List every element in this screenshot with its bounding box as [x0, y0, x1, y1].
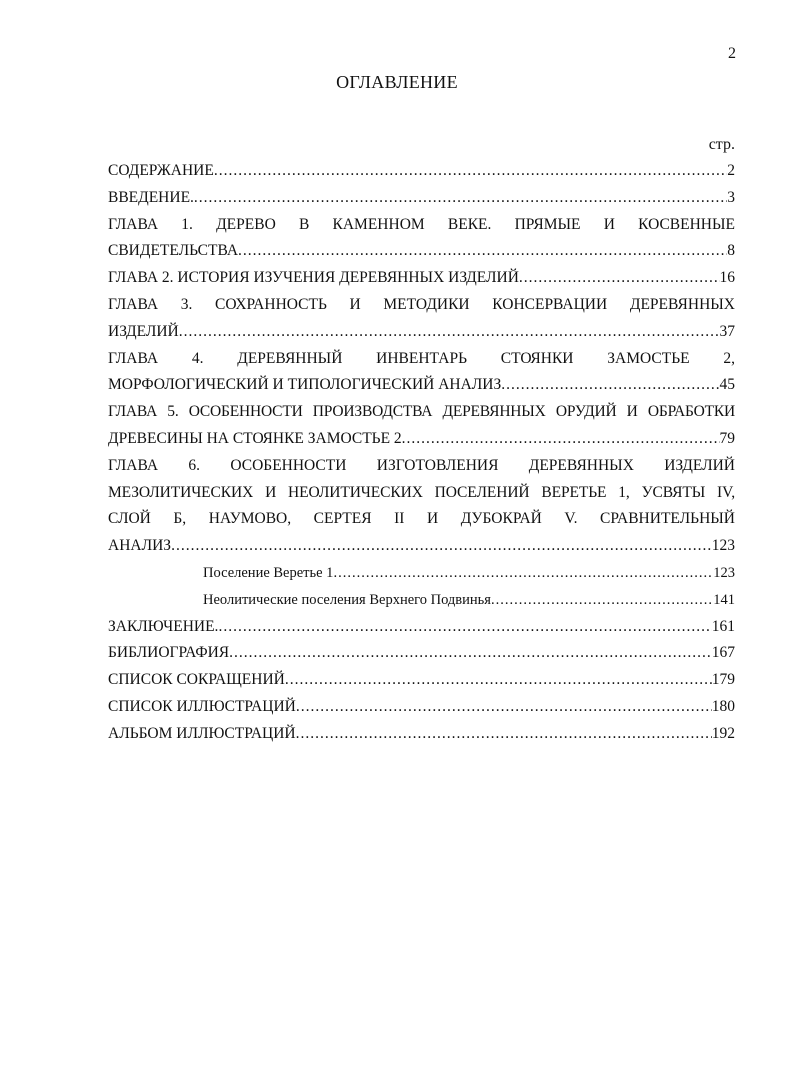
toc-entry-title-line: ГЛАВА 1. ДЕРЕВО В КАМЕННОМ ВЕКЕ. ПРЯМЫЕ И КОСВЕННЫЕ: [108, 215, 735, 233]
page-title: ОГЛАВЛЕНИЕ: [336, 72, 458, 92]
toc-entry-title: ГЛАВА 2. ИСТОРИЯ ИЗУЧЕНИЯ ДЕРЕВЯННЫХ ИЗДЕЛИЙ: [108, 269, 519, 287]
toc-entry-title-line: ГЛАВА 3. СОХРАННОСТЬ И МЕТОДИКИ КОНСЕРВАЦИИ ДЕРЕВЯННЫХ: [108, 295, 735, 313]
toc-entry-title-line: ГЛАВА 4. ДЕРЕВЯННЫЙ ИНВЕНТАРЬ СТОЯНКИ ЗАМОСТЬЕ 2,: [108, 349, 735, 367]
toc-entry-title-line: ГЛАВА 5. ОСОБЕННОСТИ ПРОИЗВОДСТВА ДЕРЕВЯННЫХ ОРУДИЙ И ОБРАБОТКИ: [108, 403, 735, 421]
toc-entry-page: 123: [713, 564, 735, 581]
toc-entry-page: 179: [711, 671, 735, 689]
toc-entry-page: 141: [713, 591, 735, 608]
toc-entry-title: ЗАКЛЮЧЕНИЕ.: [108, 617, 219, 635]
toc-entry-page: 180: [711, 697, 735, 715]
toc-entry: [108, 721, 735, 748]
toc-entry: [108, 212, 735, 266]
toc-entry-title: СВИДЕТЕЛЬСТВА: [108, 242, 239, 260]
toc-entry-page: 161: [711, 617, 735, 635]
toc-entry: [108, 158, 735, 185]
toc-entry-page: 45: [719, 376, 735, 394]
toc-entry-title: БИБЛИОГРАФИЯ: [108, 644, 230, 662]
toc-entry-title: МОРФОЛОГИЧЕСКИЙ И ТИПОЛОГИЧЕСКИЙ АНАЛИЗ: [108, 376, 502, 394]
toc-entry-title: СПИСОК СОКРАЩЕНИЙ: [108, 671, 285, 689]
toc-entry: [108, 346, 735, 400]
toc-entry-page: 16: [719, 269, 735, 287]
toc-entry-title: ИЗДЕЛИЙ: [108, 322, 179, 340]
toc-entry-title: АЛЬБОМ ИЛЛЮСТРАЦИЙ: [108, 724, 296, 742]
toc-entry-page: 79: [719, 429, 735, 447]
toc-entry-title: СПИСОК ИЛЛЮСТРАЦИЙ: [108, 697, 296, 715]
toc-entry-title: СОДЕРЖАНИЕ: [108, 162, 214, 179]
toc-entry: [108, 640, 735, 667]
toc-entry-title-line: ГЛАВА 6. ОСОБЕННОСТИ ИЗГОТОВЛЕНИЯ ДЕРЕВЯННЫХ ИЗДЕЛИЙ: [108, 456, 735, 474]
table-of-contents: [108, 132, 735, 748]
toc-entry-title: Неолитические поселения Верхнего Подвинья: [203, 591, 491, 608]
toc-entry-page: 37: [719, 322, 735, 340]
toc-entry-title: АНАЛИЗ: [108, 537, 172, 555]
toc-entry-page: 8: [727, 242, 735, 260]
toc-entry-title: Поселение Веретье 1: [203, 564, 334, 581]
toc-entry-page: 123: [711, 537, 735, 555]
toc-entry: [108, 185, 735, 212]
toc-entry-page: 167: [711, 644, 735, 662]
toc-entry: [108, 614, 735, 641]
toc-entry-title-line: МЕЗОЛИТИЧЕСКИХ И НЕОЛИТИЧЕСКИХ ПОСЕЛЕНИЙ ВЕРЕТЬЕ 1, УСВЯТЫ IV,: [108, 483, 735, 501]
page-number: 2: [728, 45, 736, 62]
toc-entry: [108, 667, 735, 694]
toc-entry-page: 3: [727, 188, 735, 206]
toc-entry-title: ВВЕДЕНИЕ.: [108, 188, 194, 206]
toc-entry-page: 192: [711, 724, 735, 742]
toc-entry: [108, 265, 735, 292]
toc-entry-title: ДРЕВЕСИНЫ НА СТОЯНКЕ ЗАМОСТЬЕ 2: [108, 429, 402, 447]
toc-subentry: [108, 587, 735, 614]
toc-subentry: [108, 560, 735, 587]
toc-entry: [108, 292, 735, 346]
toc-entry: [108, 694, 735, 721]
toc-entry-page: 2: [727, 162, 735, 179]
page-column-label: стр.: [708, 136, 735, 153]
toc-entry: [108, 453, 735, 560]
toc-entry: [108, 399, 735, 453]
toc-entry-title-line: СЛОЙ Б, НАУМОВО, СЕРТЕЯ II И ДУБОКРАЙ V. СРАВНИТЕЛЬНЫЙ: [108, 510, 735, 528]
